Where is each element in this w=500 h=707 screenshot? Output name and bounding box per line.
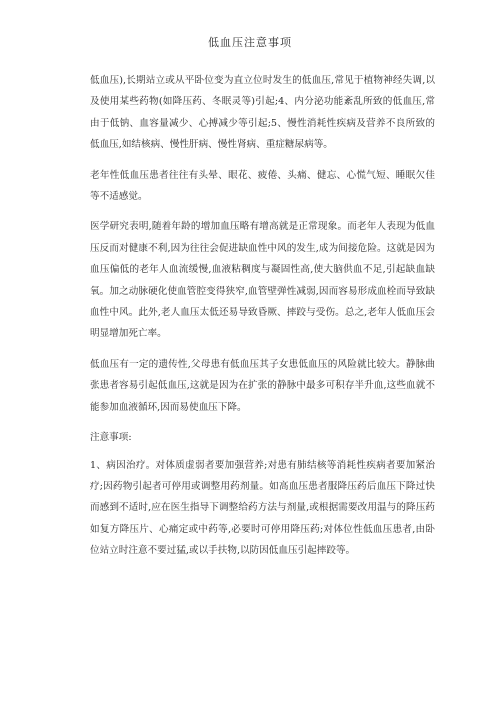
paragraph-symptoms: 老年性低血压患者往往有头晕、眼花、疲倦、头痛、健忘、心慌气短、睡眠欠佳等不适感觉。 — [90, 169, 435, 203]
paragraph-treatment: 1、病因治疗。对体质虚弱者要加强营养;对患有肺结核等消耗性疾病者要加紧治疗;因药物引起者可停用或调整用药剂量。如高血压患者服降压药后血压下降过快而感到不适时,应在医生指导下调整给药方法与剂量,或根据需要改用温与的降压药如复方降压片、心痛定或中药等,必要时可停用降压药;对体位性低血压患者,由卧位站立时注意不要过猛,或以手扶物,以防因低血压引起摔跤等。 — [90, 459, 435, 557]
paragraph-research: 医学研究表明,随着年龄的增加血压略有增高就是正常现象。而老年人表现为低血压反而对健康不利,因为往往会促进缺血性中风的发生,成为间接危险。这就是因为血压偏低的老年人血流缓慢,血液粘稠度与凝固性高,使大脑供血不足,引起缺血缺氧。加之动脉硬化使血管腔变得狭窄,血管壁弹性减弱,因而容易形成血栓而导致缺血性中风。此外,老人血压太低还易导致昏厥、摔跤与受伤。总之,老年人低血压会明显增加死亡率。 — [90, 221, 435, 340]
paragraph-causes: 低血压),长期站立或从平卧位变为直立位时发生的低血压,常见于植物神经失调,以及使用某些药物(如降压药、冬眠灵等)引起;4、内分泌功能紊乱所致的低血压,常由于低钠、血容量减少、心搏减少等引起;5、慢性消耗性疾病及营养不良所致的低血压,如结核病、慢性肝病、慢性肾病、重症糖尿病等。 — [90, 75, 435, 151]
paragraph-heredity: 低血压有一定的遗传性,父母患有低血压其子女患低血压的风险就比较大。静脉曲张患者容易引起低血压,这就是因为在扩张的静脉中最多可积存半升血,这些血就不能参加血液循环,因而易使血压下降。 — [90, 358, 435, 413]
page-title: 低血压注意事项 — [208, 36, 292, 49]
section-heading: 注意事项: — [90, 432, 132, 444]
document-body — [90, 70, 435, 571]
